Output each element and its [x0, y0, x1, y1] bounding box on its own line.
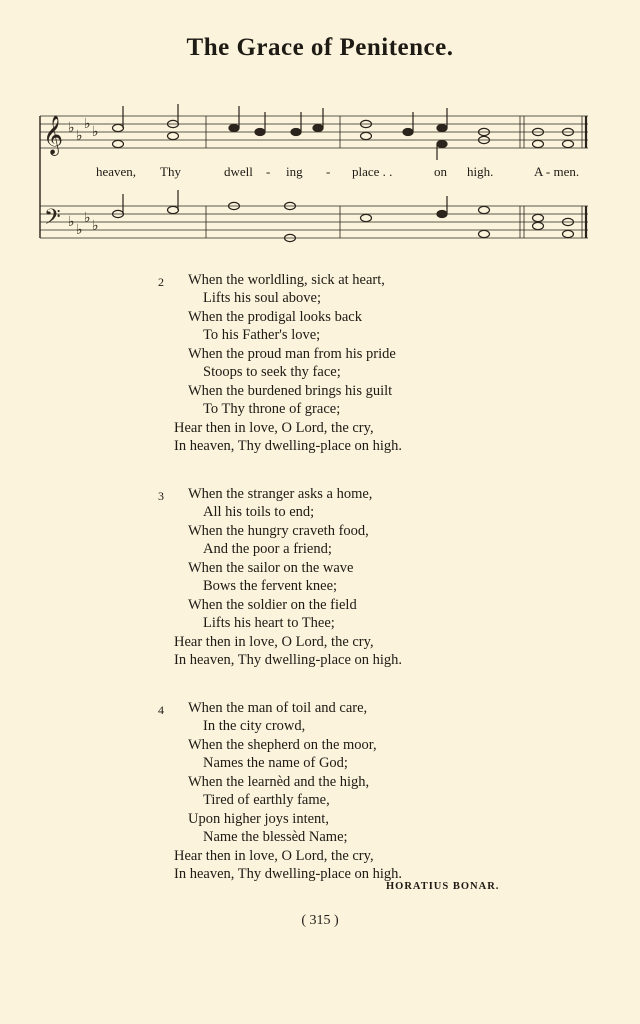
- svg-text:𝄢: 𝄢: [44, 205, 61, 235]
- svg-text:♭: ♭: [92, 124, 99, 140]
- lyric-syllable: -: [326, 164, 331, 179]
- stanza-number: 2: [158, 275, 164, 289]
- verse-line: Name the blessèd Name;: [203, 829, 348, 845]
- verse-line: In the city crowd,: [203, 718, 306, 734]
- verse-line: All his toils to end;: [203, 504, 315, 520]
- verse-line: When the shepherd on the moor,: [188, 737, 377, 753]
- verse-line: When the stranger asks a home,: [188, 486, 373, 502]
- verse-line: When the prodigal looks back: [188, 309, 362, 325]
- lyric-syllable: place . .: [352, 164, 393, 179]
- verse-line: In heaven, Thy dwelling-place on high.: [174, 438, 403, 454]
- verse-line: Lifts his heart to Thee;: [203, 615, 335, 631]
- verse-line: When the learnèd and the high,: [188, 774, 370, 790]
- svg-text:♭: ♭: [68, 120, 75, 136]
- verse-line: Bows the fervent knee;: [203, 578, 338, 594]
- verse-line: Tired of earthly fame,: [203, 792, 330, 808]
- page-number: ( 315 ): [301, 913, 339, 928]
- verse-line: When the proud man from his pride: [188, 346, 396, 362]
- verse-line: When the burdened brings his guilt: [188, 383, 393, 399]
- verse-line: In heaven, Thy dwelling-place on high.: [174, 652, 403, 668]
- verse-line: When the soldier on the field: [188, 597, 357, 613]
- lyric-syllable: heaven,: [96, 164, 137, 179]
- lyric-syllable: A - men.: [534, 164, 580, 179]
- svg-text:♭: ♭: [92, 218, 99, 234]
- verse-line: Stoops to seek thy face;: [203, 364, 341, 380]
- svg-text:♭: ♭: [84, 116, 91, 132]
- svg-text:♭: ♭: [76, 128, 83, 144]
- lyric-syllable: Thy: [160, 164, 181, 179]
- lyric-syllable: high.: [467, 164, 494, 179]
- verse-line: In heaven, Thy dwelling-place on high.: [174, 866, 403, 882]
- svg-text:♭: ♭: [76, 222, 83, 238]
- verse-line: Hear then in love, O Lord, the cry,: [174, 420, 374, 436]
- verse-line: Upon higher joys intent,: [188, 811, 329, 827]
- verse-line: And the poor a friend;: [203, 541, 332, 557]
- lyric-syllable: on: [434, 164, 447, 179]
- svg-text:𝄞: 𝄞: [43, 115, 64, 155]
- verse-line: Hear then in love, O Lord, the cry,: [174, 848, 374, 864]
- lyric-syllable: dwell: [224, 164, 253, 179]
- lyric-syllable: -: [266, 164, 271, 179]
- verse-line: When the sailor on the wave: [188, 560, 354, 576]
- verse-line: When the worldling, sick at heart,: [188, 272, 385, 288]
- verse-line: Names the name of God;: [203, 755, 348, 771]
- svg-text:♭: ♭: [68, 214, 75, 230]
- author-credit: HORATIUS BONAR.: [386, 881, 500, 892]
- lyric-syllable: ing: [286, 164, 303, 179]
- page-title: The Grace of Penitence.: [186, 34, 454, 61]
- verse-line: To Thy throne of grace;: [203, 401, 341, 417]
- stanza-number: 4: [158, 703, 164, 717]
- verse-line: To his Father's love;: [203, 327, 321, 343]
- stanza-number: 3: [158, 489, 164, 503]
- verse-line: Lifts his soul above;: [203, 290, 322, 306]
- verse-line: Hear then in love, O Lord, the cry,: [174, 634, 374, 650]
- verse-line: When the man of toil and care,: [188, 700, 368, 716]
- verse-line: When the hungry craveth food,: [188, 523, 369, 539]
- svg-text:♭: ♭: [84, 210, 91, 226]
